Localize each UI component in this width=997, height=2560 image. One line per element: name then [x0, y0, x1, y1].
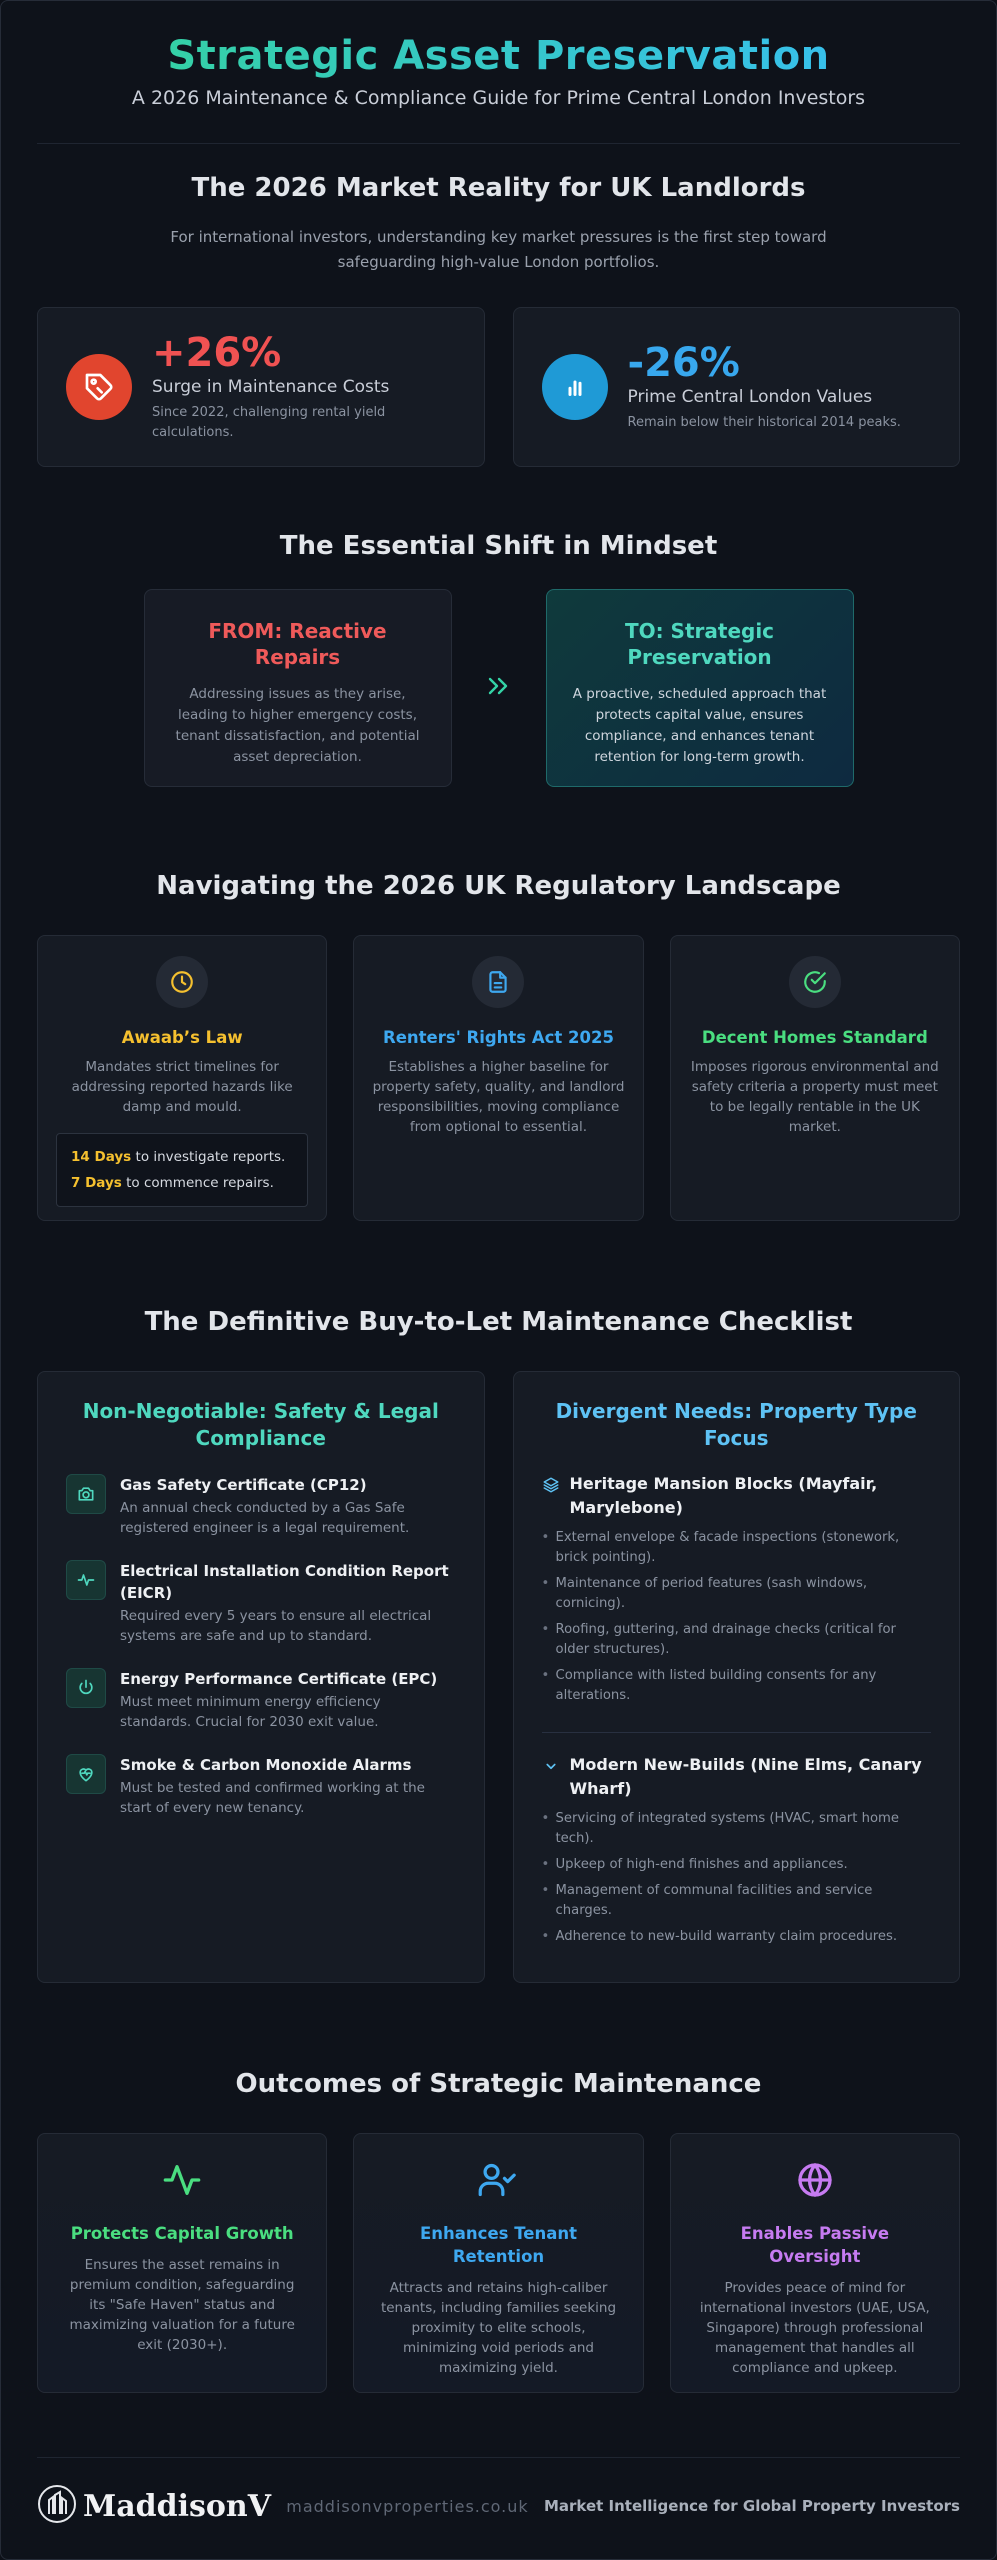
heritage-list [542, 1528, 932, 1706]
modern-list [542, 1809, 932, 1947]
list-item: • Management of communal facilities and service charges. [542, 1881, 932, 1921]
pulse-icon [66, 1560, 106, 1600]
outcome-text: Attracts and retains high-caliber tenants, including families seeking proximity to elite schools, minimizing void periods and maximizing yield. [380, 2280, 617, 2376]
mindset-section-title: The Essential Shift in Mindset [279, 531, 718, 561]
outcome-title: Enhances Tenant Retention [420, 2224, 577, 2266]
compliance-item-title: Gas Safety Certificate (CP12) [120, 1476, 367, 1494]
stat-card-pcl-values [513, 307, 961, 467]
chevron-down-icon [542, 1753, 566, 1779]
camera-icon [66, 1474, 106, 1514]
document-icon [472, 956, 524, 1008]
reg-text: Establishes a higher baseline for property safety, quality, and landlord responsibilities, moving compliance from optional to essential. [372, 1059, 625, 1135]
footer [37, 2457, 960, 2528]
list-item: • Servicing of integrated systems (HVAC, smart home tech). [542, 1809, 932, 1849]
reg-text: Mandates strict timelines for addressing reported hazards like damp and mould. [71, 1059, 293, 1115]
list-item: • Compliance with listed building consents for any alterations. [542, 1666, 932, 1706]
mindset-section [37, 531, 960, 787]
outcome-title: Enables Passive Oversight [740, 2224, 890, 2266]
outcome-card-passive-oversight [670, 2133, 960, 2393]
website-link[interactable]: maddisonvproperties.co.uk [286, 2496, 529, 2516]
compliance-item [66, 1474, 456, 1538]
stat-note: Remain below their historical 2014 peaks. [627, 415, 901, 430]
brand-logo [37, 2484, 271, 2528]
stat-card-maintenance-costs [37, 307, 485, 467]
outcome-card-tenant-retention [353, 2133, 643, 2393]
compliance-item [66, 1560, 456, 1646]
compliance-item-title: Electrical Installation Condition Report (EICR) [120, 1562, 449, 1602]
compliance-card [37, 1371, 485, 1983]
reg-text: Imposes rigorous environmental and safety criteria a property must meet to be legally rentable in the UK market. [690, 1059, 939, 1135]
stat-value: -26% [627, 340, 740, 386]
user-check-icon [380, 2160, 616, 2204]
property-divider [542, 1732, 932, 1733]
to-card [546, 589, 854, 787]
compliance-item-text: An annual check conducted by a Gas Safe registered engineer is a legal requirement. [120, 1500, 410, 1536]
heritage-title: Heritage Mansion Blocks (Mayfair, Marylebone) [569, 1474, 878, 1517]
list-item: • Roofing, guttering, and drainage checks (critical for older structures). [542, 1620, 932, 1660]
reg-title: Renters' Rights Act 2025 [383, 1028, 614, 1047]
globe-icon [697, 2160, 933, 2204]
stat-note: Since 2022, challenging rental yield calculations. [152, 405, 386, 440]
compliance-item-title: Energy Performance Certificate (EPC) [120, 1670, 438, 1688]
reg-card-renters-rights [353, 935, 643, 1221]
heart-pulse-icon [66, 1754, 106, 1794]
hero-header [37, 1, 960, 144]
to-text: A proactive, scheduled approach that protects capital value, ensures compliance, and enhances tenant retention for long-term growth. [572, 686, 827, 765]
power-icon [66, 1668, 106, 1708]
outcomes-section-title: Outcomes of Strategic Maintenance [235, 2069, 762, 2099]
to-title: TO: Strategic Preservation [624, 619, 775, 669]
outcome-card-capital-growth [37, 2133, 327, 2393]
clock-icon [156, 956, 208, 1008]
stat-label: Prime Central London Values [627, 387, 873, 407]
regulatory-section [37, 871, 960, 1221]
deadline-row: 14 Days to investigate reports. [71, 1149, 286, 1165]
compliance-item-text: Required every 5 years to ensure all electrical systems are safe and up to standard. [120, 1608, 432, 1644]
heritage-heading [542, 1472, 932, 1520]
outcome-title: Protects Capital Growth [70, 2224, 294, 2243]
checklist-section [37, 1307, 960, 1983]
stat-value: +26% [152, 330, 282, 376]
list-item: • Upkeep of high-end finishes and appliances. [542, 1855, 932, 1875]
list-item: • Maintenance of period features (sash windows, cornicing). [542, 1574, 932, 1614]
stat-label: Surge in Maintenance Costs [152, 377, 390, 397]
compliance-item-text: Must meet minimum energy efficiency standards. Crucial for 2030 exit value. [120, 1694, 381, 1730]
modern-heading [542, 1753, 932, 1801]
checklist-section-title: The Definitive Buy-to-Let Maintenance Checklist [144, 1307, 853, 1337]
outcome-text: Provides peace of mind for international investors (UAE, USA, Singapore) through professional management that handles all compliance and upkeep. [699, 2280, 930, 2376]
list-item: • External envelope & facade inspections (stonework, brick pointing). [542, 1528, 932, 1568]
market-section-title: The 2026 Market Reality for UK Landlords [191, 173, 806, 203]
layers-icon [542, 1472, 566, 1498]
from-title: FROM: Reactive Repairs [208, 619, 387, 669]
deadline-box [56, 1133, 308, 1207]
page-subtitle: A 2026 Maintenance & Compliance Guide for Prime Central London Investors [131, 87, 866, 109]
double-chevron-right-icon [452, 674, 546, 702]
footer-tagline: Market Intelligence for Global Property Investors [543, 2497, 960, 2515]
property-type-card [513, 1371, 961, 1983]
outcomes-section [37, 2069, 960, 2393]
from-card [144, 589, 452, 787]
reg-card-awaabs-law [37, 935, 327, 1221]
deadline-row: 7 Days to commence repairs. [71, 1175, 274, 1191]
from-text: Addressing issues as they arise, leading to higher emergency costs, tenant dissatisfaction, and potential asset depreciation. [175, 686, 420, 765]
reg-title: Decent Homes Standard [701, 1028, 928, 1047]
page-title: Strategic Asset Preservation [37, 33, 960, 79]
reg-title: Awaab’s Law [121, 1028, 243, 1047]
outcome-text: Ensures the asset remains in premium condition, safeguarding its "Safe Haven" status and maximizing valuation for a future exit (2030+). [69, 2257, 295, 2353]
modern-title: Modern New-Builds (Nine Elms, Canary Wharf) [569, 1755, 922, 1798]
compliance-item [66, 1754, 456, 1818]
regulatory-section-title: Navigating the 2026 UK Regulatory Landscape [156, 871, 841, 901]
market-intro: For international investors, understanding key market pressures is the first step toward safeguarding high-value London portfolios. [170, 228, 827, 271]
compliance-item [66, 1668, 456, 1732]
compliance-item-title: Smoke & Carbon Monoxide Alarms [120, 1756, 412, 1774]
reg-card-decent-homes [670, 935, 960, 1221]
brand-name: MaddisonV [83, 2488, 271, 2524]
activity-icon [64, 2160, 300, 2204]
header-divider [37, 143, 960, 144]
compliance-item-text: Must be tested and confirmed working at the start of every new tenancy. [120, 1780, 425, 1816]
tag-icon [66, 354, 132, 420]
property-type-title: Divergent Needs: Property Type Focus [555, 1399, 917, 1450]
market-reality-section [37, 173, 960, 467]
building-logo-icon [37, 2484, 77, 2528]
bar-chart-icon [542, 354, 608, 420]
compliance-title: Non-Negotiable: Safety & Legal Compliance [82, 1399, 439, 1450]
list-item: • Adherence to new-build warranty claim procedures. [542, 1927, 932, 1947]
check-circle-icon [789, 956, 841, 1008]
